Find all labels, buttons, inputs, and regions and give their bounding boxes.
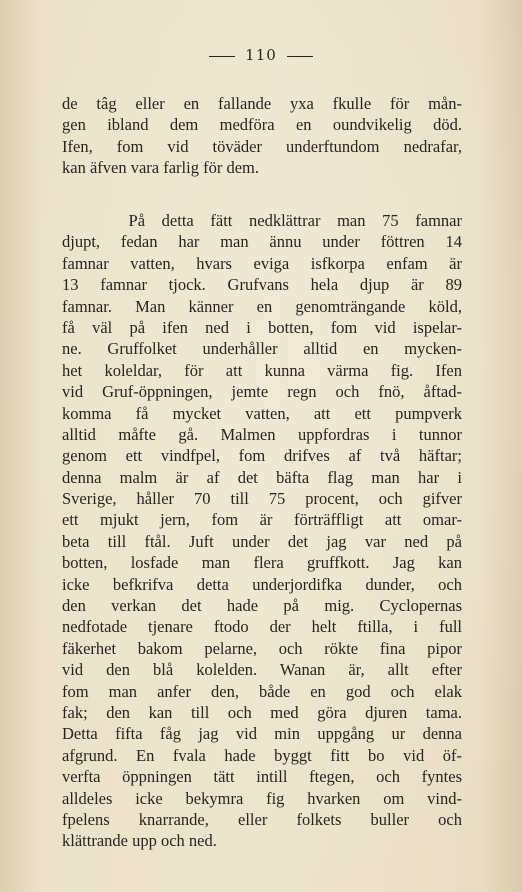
header-dash-right <box>287 56 313 57</box>
text-line: denna malm är af det bäfta flag man har i <box>62 467 462 487</box>
text-line: den verkan det hade på mig. Cyclopernas <box>62 596 462 616</box>
text-line: famnar. Man känner en genomträngande köld, <box>62 296 462 316</box>
text-line: famnar vatten, hvars eviga isfkorpa enfam är <box>62 253 462 273</box>
text-line: alltid måfte gå. Malmen uppfordras i tunnor <box>62 424 462 444</box>
text-line: vid Gruf-öppningen, jemte regn och fnö, åftad- <box>62 382 462 402</box>
text-line: vid den blå kolelden. Wanan är, allt efter <box>62 660 462 680</box>
text-line: fpelens knarrande, eller folkets buller och <box>62 809 462 829</box>
text-line: verfta öppningen tätt intill ftegen, och fyntes <box>62 767 462 787</box>
text-line: Sverige, håller 70 till 75 procent, och gifver <box>62 489 462 509</box>
text-line: beta till ftål. Juft under det jag var ned på <box>62 531 462 551</box>
paragraph-2 <box>62 210 462 852</box>
text-line: fom man anfer den, både en god och elak <box>62 681 462 701</box>
text-line: alldeles icke bekymra fig hvarken om vind- <box>62 788 462 808</box>
text-line: de tâg eller en fallande yxa fkulle för mån- <box>62 94 462 113</box>
text-line: afgrund. En fvala hade byggt fitt bo vid öf- <box>62 745 462 765</box>
text-line: fäkerhet bakom pelarne, och rökte fina pipor <box>62 638 462 658</box>
text-line: Detta fifta fåg jag vid min uppgång ur denna <box>62 724 462 744</box>
text-line: ett mjukt jern, fom är förträffligt att omar- <box>62 510 462 530</box>
text-line: klättrande upp och ned. <box>62 831 217 851</box>
text-line: genom ett vindfpel, fom drifves af två häftar; <box>62 446 462 466</box>
text-line: Ifen, fom vid töväder underftundom nedrafar, <box>62 136 462 156</box>
header-dash-left <box>209 56 235 57</box>
paragraph-1 <box>62 93 462 179</box>
text-line: komma få mycket vatten, att ett pumpverk <box>62 403 462 423</box>
text-line: ne. Gruffolket underhåller alltid en mycken- <box>62 339 462 359</box>
text-line: djupt, fedan har man ännu under föttren 14 <box>62 232 462 252</box>
text-line: icke befkrifva detta underjordifka dunder, och <box>62 574 462 594</box>
text-line: fak; den kan till och med göra djuren tama. <box>62 702 462 722</box>
page-number: 110 <box>245 46 277 64</box>
page-number-header <box>0 46 522 64</box>
text-line: gen ibland dem medföra en oundvikelig död. <box>62 115 462 135</box>
text-line: kan äfven vara farlig för dem. <box>62 158 259 178</box>
text-line: 13 famnar tjock. Grufvans hela djup är 89 <box>62 275 462 295</box>
text-line: botten, losfade man flera gruffkott. Jag kan <box>62 553 462 573</box>
text-line: nedfotade tjenare ftodo der helt ftilla, i full <box>62 617 462 637</box>
text-line: få väl på ifen ned i botten, fom vid ispelar- <box>62 317 462 337</box>
text-line: het koleldar, för att kunna värma fig. Ifen <box>62 360 462 380</box>
text-line: På detta fätt nedklättrar man 75 famnar <box>62 211 462 230</box>
